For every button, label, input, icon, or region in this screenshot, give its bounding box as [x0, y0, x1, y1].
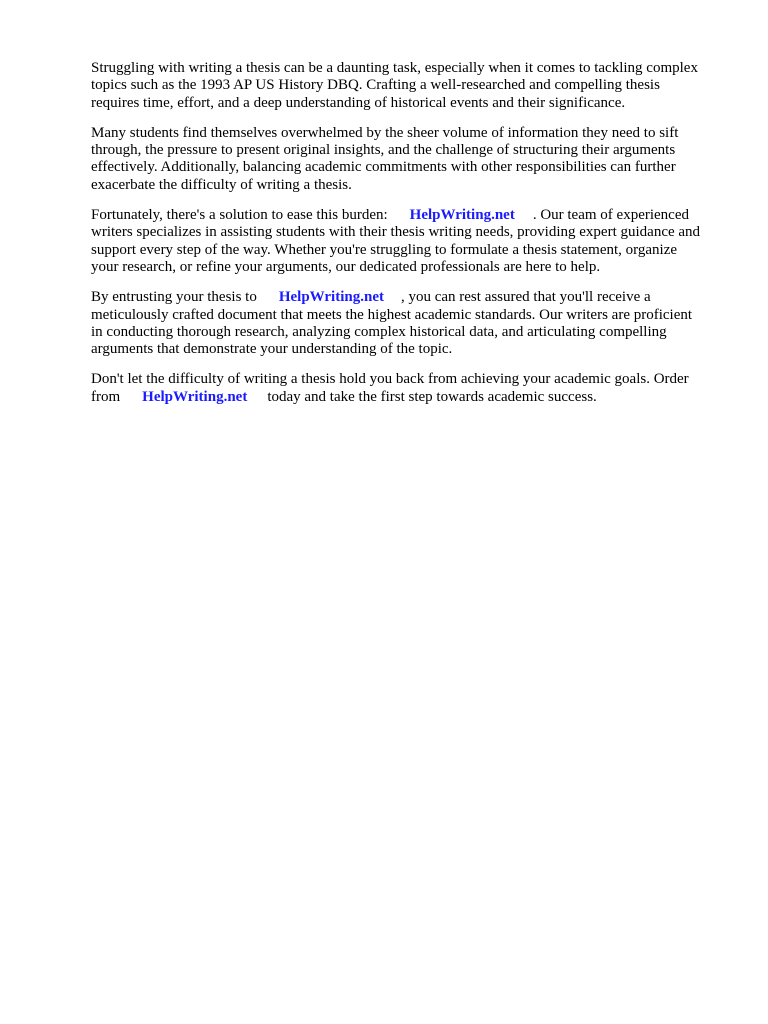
text-fragment: By entrusting your thesis to: [91, 289, 257, 306]
text-line: through, the pressure to present original insights, and the challenge of structuring their arguments: [91, 142, 676, 159]
helpwriting-link[interactable]: HelpWriting.net: [142, 388, 248, 405]
text-line: exacerbate the difficulty of writing a thesis.: [91, 176, 352, 193]
text-line: [91, 289, 731, 306]
helpwriting-link[interactable]: HelpWriting.net: [278, 289, 384, 306]
helpwriting-link[interactable]: HelpWriting.net: [409, 207, 515, 224]
text-line: effectively. Additionally, balancing academic commitments with other responsibilities can further: [91, 159, 676, 176]
text-line: writers specializes in assisting students with their thesis writing needs, providing expert guidance and: [91, 224, 701, 241]
text-fragment: Fortunately, there's a solution to ease this burden:: [91, 207, 388, 224]
text-line: requires time, effort, and a deep understanding of historical events and their significance.: [91, 94, 626, 111]
paragraph-call-to-action: [91, 371, 731, 406]
paragraph-solution: [91, 207, 731, 276]
text-fragment: from: [91, 388, 121, 405]
document-page: [91, 60, 731, 419]
text-fragment: . Our team of experienced: [532, 207, 689, 224]
text-line: arguments that demonstrate your understanding of the topic.: [91, 341, 453, 358]
text-line: topics such as the 1993 AP US History DBQ. Crafting a well-researched and compelling thesis: [91, 77, 660, 94]
paragraph-challenges: [91, 125, 731, 194]
text-line: your research, or refine your arguments, our dedicated professionals are here to help.: [91, 258, 601, 275]
text-line: in conducting thorough research, analyzing complex historical data, and articulating compelling: [91, 323, 667, 340]
text-line: Don't let the difficulty of writing a thesis hold you back from achieving your academic goals. Order: [91, 371, 689, 388]
text-line: [91, 207, 731, 224]
text-line: Many students find themselves overwhelmed by the sheer volume of information they need to sift: [91, 124, 679, 141]
text-line: meticulously crafted document that meets the highest academic standards. Our writers are proficient: [91, 306, 693, 323]
text-line: Struggling with writing a thesis can be a daunting task, especially when it comes to tackling complex: [91, 60, 698, 76]
text-line: [91, 389, 731, 406]
text-fragment: today and take the first step towards academic success.: [267, 388, 597, 405]
paragraph-entrust: [91, 289, 731, 358]
text-line: support every step of the way. Whether you're struggling to formulate a thesis statement, organize: [91, 241, 678, 258]
paragraph-intro: [91, 60, 731, 112]
text-fragment: , you can rest assured that you'll receive a: [400, 289, 651, 306]
